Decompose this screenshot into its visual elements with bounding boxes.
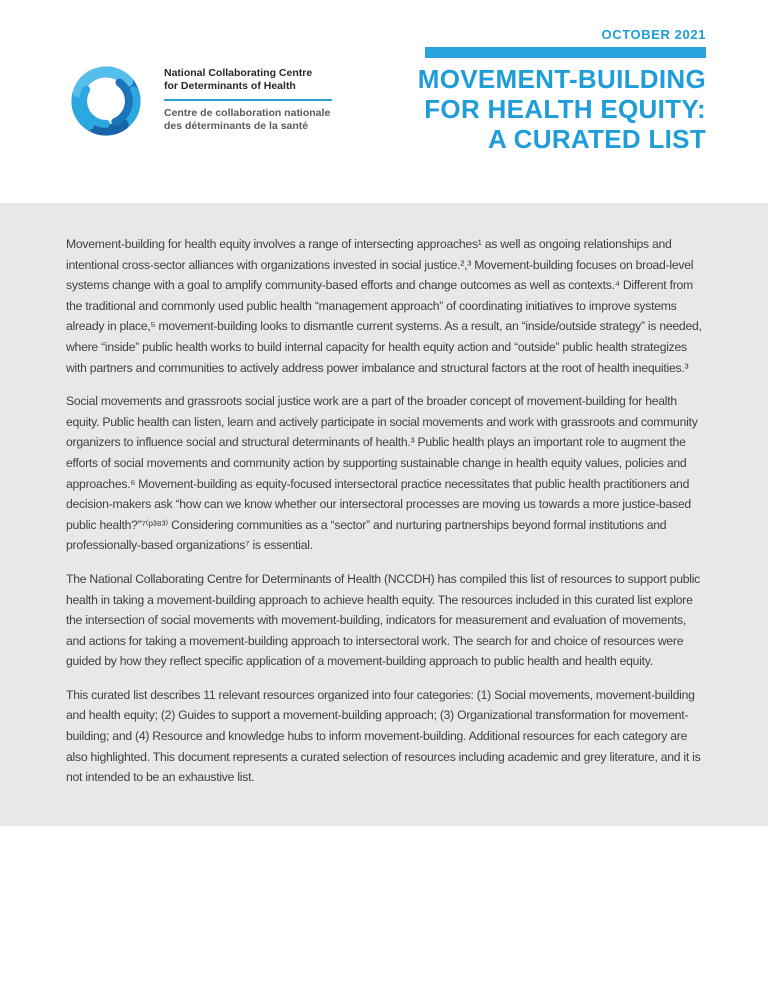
document-body <box>0 203 768 826</box>
page-title <box>418 64 706 154</box>
body-paragraph: This curated list describes 11 relevant resources organized into four categories: (1) Social movements, movement-building and health equity; (2) Guides to support a movement-building approach; (3) Organizational transformation for movement-building; and (4) Resource and knowledge hubs to inform movement-building. Additional resources for each category are also highlighted. This document represents a curated selection of resources including academic and grey literature, and it is not intended to be an exhaustive list. <box>66 687 701 785</box>
body-paragraph: Movement-building for health equity involves a range of intersecting approaches¹ as well as ongoing relationships and intentional cross-sector alliances with organizations invested in social justice.²,³ Movement-building focuses on broad-level systems change with a goal to amplify community-based efforts and change outcomes as well as contexts.⁴ Different from the traditional and commonly used public health “management approach” of coordinating initiatives to improve systems already in place,⁵ movement-building looks to dismantle current systems. As a result, an “inside/outside strategy” is needed, where “inside” public health works to build internal capacity for health equity action and “outside” public health strategizes with partners and communities to actively address power imbalance and structural factors at the root of health inequities.³ <box>66 237 702 375</box>
title-accent-bar <box>425 47 706 58</box>
logo-name-french-line2: des déterminants de la santé <box>164 120 309 132</box>
page-title-line-2: FOR HEALTH EQUITY: <box>424 94 706 124</box>
logo-wordmark <box>164 57 332 133</box>
logo-name-english-line1: National Collaborating Centre <box>164 67 313 79</box>
document-header <box>0 0 768 203</box>
publication-date: OCTOBER 2021 <box>601 27 706 42</box>
logo-name-french-line1: Centre de collaboration nationale <box>164 107 331 119</box>
logo-name-english-line2: for Determinants of Health <box>164 80 296 92</box>
body-paragraph: The National Collaborating Centre for Determinants of Health (NCCDH) has compiled this list of resources to support public health in taking a movement-building approach to achieve health equity. The resources included in this curated list explore the intersection of social movements with movement-building, indicators for measurement and evaluation of movements, and actions for taking a movement-building approach to intersectoral work. The search for and choice of resources were guided by how they reflect specific application of a movement-building approach to public health and health equity. <box>66 571 701 669</box>
logo-divider <box>164 99 332 101</box>
nccdh-swirl-icon <box>62 57 150 145</box>
page-title-line-3: A CURATED LIST <box>488 124 706 154</box>
body-paragraph: Social movements and grassroots social justice work are a part of the broader concept of movement-building for health equity. Public health can listen, learn and actively participate in social movements and work with grassroots and community organizers to influence social and structural determinants of health.³ Public health plays an important role to augment the efforts of social movements and community action by supporting sustainable change in health equity values, policies and approaches.⁶ Movement-building as equity-focused intersectoral practice necessitates that public health practitioners and decision-makers ask “how can we know whether our intersectoral processes are moving us towards a more justice-based public health?”⁷⁽ᵖ³⁸³⁾ Considering communities as a “sector” and nurturing partnerships beyond formal institutions and professionally-based organizations⁷ is essential. <box>66 394 698 553</box>
nccdh-logo <box>62 57 332 145</box>
page-title-line-1: MOVEMENT-BUILDING <box>417 64 706 94</box>
